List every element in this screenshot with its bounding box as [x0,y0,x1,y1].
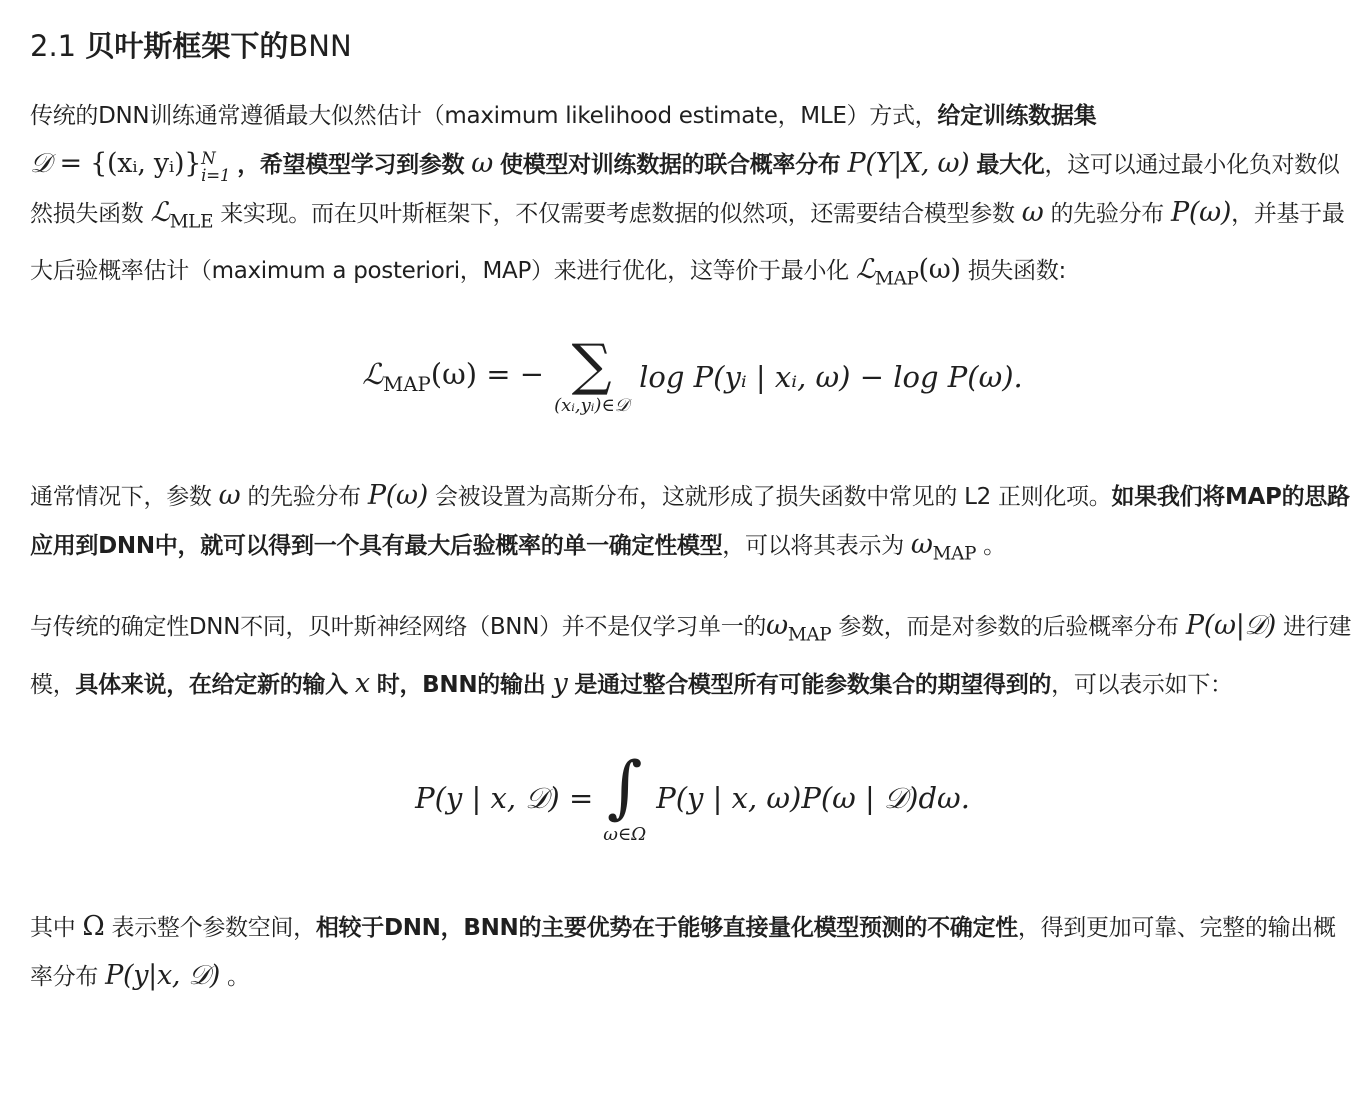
text: 会被设置为高斯分布，这就形成了损失函数中常见的 L2 正则化项。 [434,483,1112,510]
text: 来实现。而在贝叶斯框架下，不仅需要考虑数据的似然项，还需要结合模型参数 [220,201,1015,227]
math-Omega: Ω [82,910,105,942]
section-title: 贝叶斯框架下的 [85,29,289,63]
math-loss-mle [150,197,214,233]
equation-predictive [30,747,1355,845]
eq-body: P(y | x, ω)P(ω | 𝒟)dω. [656,781,970,816]
math-predictive: P(y|x, 𝒟) [105,959,220,991]
math-omega: ω [218,479,241,511]
bold-text: 使模型对训练数据的联合概率分布 [500,152,841,178]
integral-limit: ω∈Ω [603,823,647,845]
text: ，可以将其表示为 [722,532,904,559]
text: 其中 [30,914,76,941]
sum-operator: ∑ (xᵢ,yᵢ)∈𝒟 [554,332,630,416]
text: 。 [226,963,250,990]
math-y: y [552,667,568,699]
math-loss-map [855,254,961,290]
equation-map-loss [30,332,1355,416]
math-arg: (ω) [918,254,961,286]
math-sub: MAP [932,543,977,565]
text: ，可以表示如下： [1051,671,1233,698]
eq-body: log P(yᵢ | xᵢ, ω) − log P(ω). [639,359,1023,394]
bold-text: ，希望模型学习到参数 [237,152,465,178]
text: 的先验分布 [1050,201,1164,227]
eq-lhs: P(y | x, 𝒟) = [415,781,594,816]
bold-text: 相较于DNN，BNN的主要优势在于能够直接量化模型预测的不确定性 [315,914,1018,941]
math-omega: ω [471,148,493,179]
text: 。 [983,532,1006,559]
paragraph-advantage [30,903,1355,1001]
text: 进行建模， [30,614,1352,698]
paragraph-prior [30,472,1355,578]
math-prior: P(ω) [367,479,428,511]
math-omega-map [910,528,977,565]
text: 表示整个参数空间， [111,914,316,941]
section-number: 2.1 [30,29,77,63]
text: 与传统的确定性DNN不同，贝叶斯神经网络（BNN）并不是仅学习单一的 [30,614,767,641]
math-dataset [30,148,231,186]
math-omega: ω [1021,197,1044,228]
math-symbol: ℒ [362,357,384,392]
math-joint: P(Y|X, ω) [847,148,970,179]
math-symbol: 𝒟 [30,148,52,179]
section-heading [30,26,1355,66]
text: 传统的DNN训练通常遵循最大似然估计（maximum likelihood estimate，MLE）方式， [30,103,938,129]
text: ，得到更加可靠、完整的输出概率分布 [30,914,1336,990]
text: ，这可以通过最小化负对数似然损失函数 [30,152,1340,227]
math-x: x [354,667,370,699]
math-sub: MLE [169,211,214,233]
text: 的先验分布 [247,483,361,510]
paragraph-mle-map [30,92,1355,304]
math-symbol: ℒ [855,254,876,286]
bold-text: 时，BNN的输出 [376,671,546,698]
bold-text: 具体来说，在给定新的输入 [75,671,348,698]
math-symbol: ω [766,610,788,642]
math-sub: MAP [787,624,832,646]
math-sub: i=1 [201,165,231,186]
math-symbol: ω [910,528,933,560]
bold-text: 如果我们将MAP的思路应用到DNN中，就可以得到一个具有最大后验概率的单一确定性模型 [30,483,1350,559]
math-prior: P(ω) [1171,197,1232,228]
math-symbol: ℒ [150,197,170,228]
bold-text: 是通过整合模型所有可能参数集合的期望得到的 [574,671,1052,698]
eq-lhs: ℒ$_{MAP}$(ω) = − [362,357,545,397]
section-title-tail: BNN [288,29,352,63]
sum-limit: (xᵢ,yᵢ)∈𝒟 [554,394,630,416]
integral-operator: ∫ ω∈Ω [603,747,647,845]
text: 损失函数: [967,258,1066,285]
math-omega-map [766,610,832,646]
math-set: = {(xᵢ, yᵢ)} [59,148,202,179]
math-sup: N [201,148,216,169]
text: ，并基于最大后验概率估计（maximum a posteriori，MAP）来进行优化，这等价于最小化 [30,201,1345,285]
math-limits [201,148,231,186]
math-sub: MAP [383,373,431,397]
math-sub: MAP [875,268,919,290]
math-posterior: P(ω|𝒟) [1185,610,1276,642]
paragraph-bnn [30,602,1355,708]
math-arg: (ω) [430,357,478,392]
text: 参数，而是对参数的后验概率分布 [838,614,1179,641]
bold-text: 最大化 [976,152,1045,178]
text: 通常情况下，参数 [30,483,212,510]
bold-text: 给定训练数据集 [937,103,1097,129]
